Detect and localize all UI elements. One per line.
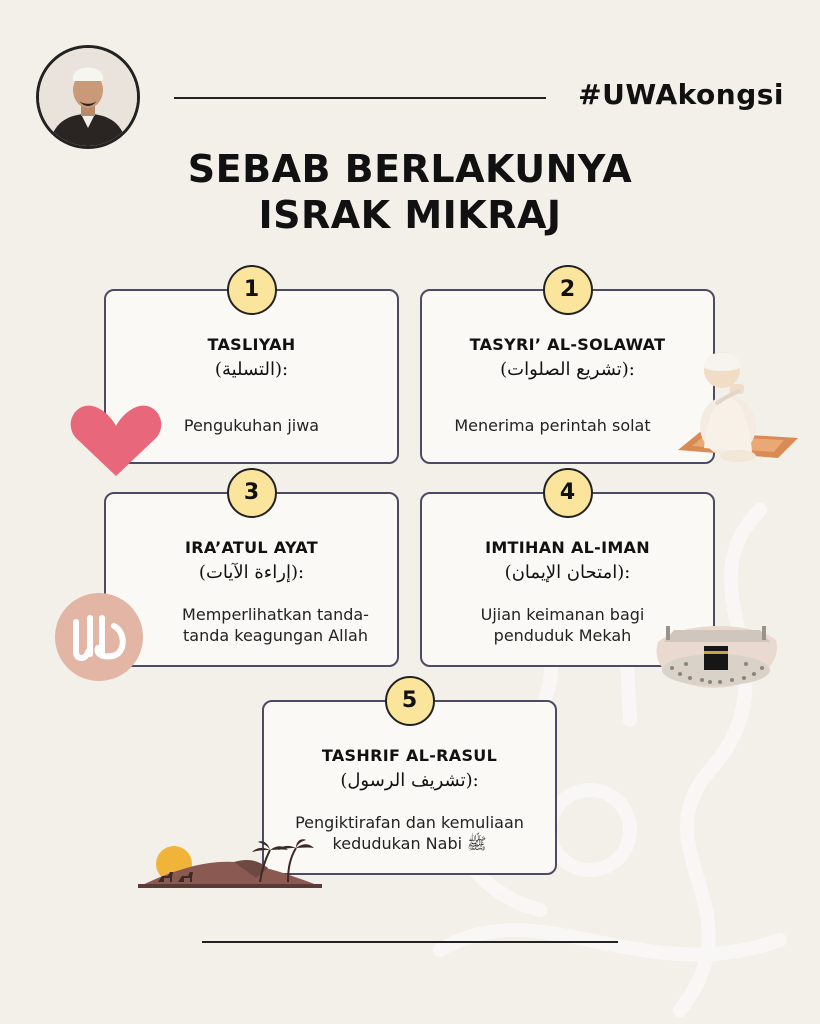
card-3: [104, 480, 399, 667]
card-2: [420, 277, 715, 464]
card-number-badge: 5: [385, 676, 435, 726]
card-title: TASHRIF AL-RASUL: [321, 746, 498, 765]
desert-sunset-icon: [138, 838, 322, 892]
title-line-1: SEBAB BERLAKUNYA: [187, 147, 633, 191]
card-arabic-term: (تشريع الصلوات):: [500, 359, 635, 380]
page-title: [0, 146, 820, 238]
avatar: [36, 45, 140, 149]
card-title: TASLIYAH: [207, 335, 296, 354]
card-description: Memperlihatkan tanda- tanda keagungan Allah: [182, 605, 369, 645]
allah-calligraphy-icon: [54, 592, 144, 682]
card-number-badge: 2: [543, 265, 593, 315]
card-arabic-term: (التسلية):: [214, 359, 289, 380]
heart-icon: [70, 402, 162, 478]
footer-divider: [202, 941, 618, 943]
card-description: Menerima perintah solat: [454, 416, 651, 435]
title-line-2: ISRAK MIKRAJ: [258, 193, 562, 237]
card-description: Pengukuhan jiwa: [183, 416, 320, 435]
card-arabic-term: (امتحان الإيمان):: [504, 562, 631, 583]
kaaba-icon: [650, 612, 782, 692]
card-description: Ujian keimanan bagi penduduk Mekah: [480, 605, 645, 645]
avatar-photo: [39, 48, 137, 146]
card-description: Pengiktirafan dan kemuliaan kedudukan Nabi ﷺ: [295, 813, 524, 853]
card-number-badge: 4: [543, 468, 593, 518]
card-title: IRA’ATUL AYAT: [185, 538, 318, 557]
card-number-badge: 3: [227, 468, 277, 518]
card-number-badge: 1: [227, 265, 277, 315]
card-arabic-term: (إراءة الآيات):: [198, 562, 305, 583]
praying-child-icon: [676, 340, 800, 470]
card-title: IMTIHAN AL-IMAN: [485, 538, 650, 557]
card-title: TASYRI’ AL-SOLAWAT: [469, 335, 666, 354]
header-divider: [174, 97, 546, 99]
hashtag: #UWAkongsi: [578, 78, 784, 111]
card-arabic-term: (تشريف الرسول):: [340, 770, 479, 791]
